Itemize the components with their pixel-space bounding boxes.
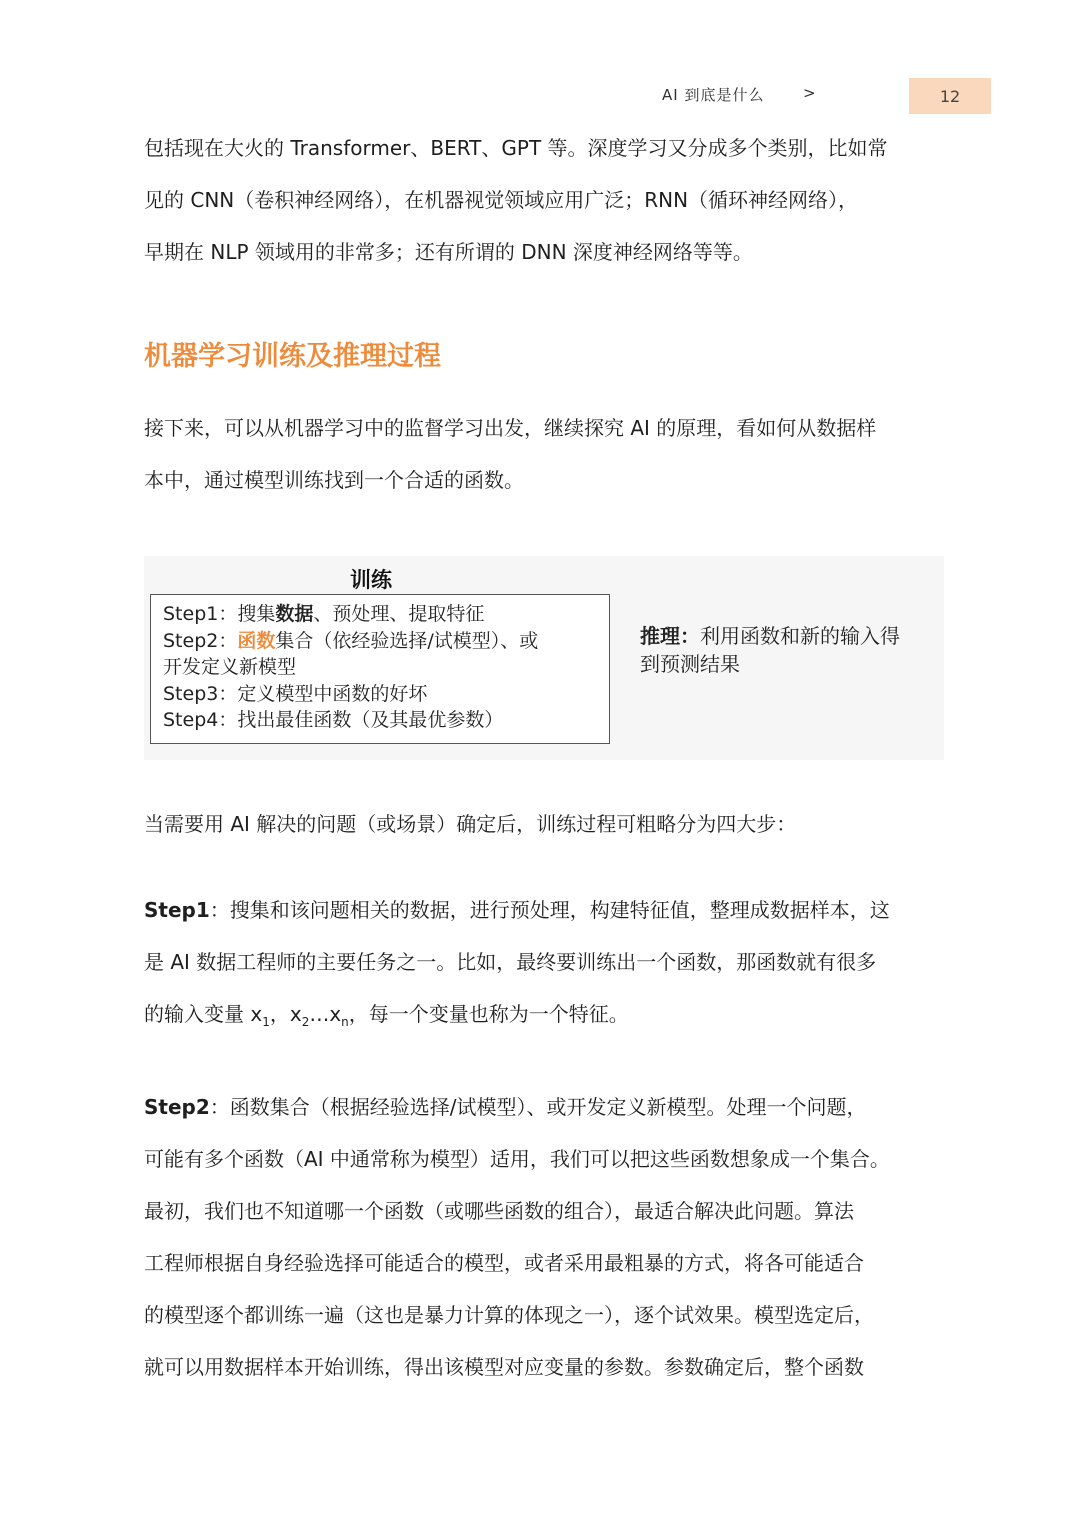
figure-step1-bold: 数据 xyxy=(275,603,314,625)
figure-step1 xyxy=(163,601,597,628)
figure-step2 xyxy=(163,628,597,655)
intro-line-2: 见的 CNN（卷积神经网络），在机器视觉领域应用广泛；RNN（循环神经网络）， xyxy=(144,188,859,212)
subscript-1: 1 xyxy=(262,1015,270,1029)
intro-paragraph xyxy=(144,122,944,278)
page-number-badge: 12 xyxy=(909,78,991,114)
header-title: AI 到底是什么 xyxy=(662,86,765,104)
inference-text xyxy=(640,622,940,678)
step2-line-4: 工程师根据自身经验选择可能适合的模型，或者采用最粗暴的方式，将各可能适合 xyxy=(144,1251,864,1275)
section-intro-paragraph xyxy=(144,402,944,506)
subscript-2: 2 xyxy=(301,1015,310,1029)
figure-step1-pre: Step1：搜集 xyxy=(163,603,276,625)
figure-step3: Step3：定义模型中函数的好坏 xyxy=(163,682,428,705)
section-intro-line-1: 接下来，可以从机器学习中的监督学习出发，继续探究 AI 的原理，看如何从数据样 xyxy=(144,416,877,440)
figure-step2-pre: Step2： xyxy=(163,629,238,652)
step2-line-5: 的模型逐个都训练一遍（这也是暴力计算的体现之一），逐个试效果。模型选定后， xyxy=(144,1303,874,1327)
step2-line-1 xyxy=(144,1081,944,1133)
figure-step2-highlight: 函数 xyxy=(237,629,276,652)
subscript-n: n xyxy=(341,1015,349,1029)
step2-line-1-text: ：函数集合（根据经验选择/试模型）、或开发定义新模型。处理一个问题， xyxy=(209,1095,867,1119)
intro-line-1: 包括现在大火的 Transformer、BERT、GPT 等。深度学习又分成多个类别，比如常 xyxy=(144,136,888,160)
inference-line-2: 到预测结果 xyxy=(640,652,740,676)
figure-step1-post: 、预处理、提取特征 xyxy=(313,603,485,625)
steps-intro xyxy=(144,798,944,850)
figure-step4: Step4：找出最佳函数（及其最优参数） xyxy=(163,709,504,731)
inference-line-1 xyxy=(640,622,940,650)
section-intro-line-2: 本中，通过模型训练找到一个合适的函数。 xyxy=(144,468,524,492)
step2-line-2: 可能有多个函数（AI 中通常称为模型）适用，我们可以把这些函数想象成一个集合。 xyxy=(144,1147,890,1171)
inference-text-1: 利用函数和新的输入得 xyxy=(700,624,900,648)
step2-label: Step2 xyxy=(144,1095,210,1119)
step1-line-1-text: ：搜集和该问题相关的数据，进行预处理，构建特征值，整理成数据样本，这 xyxy=(209,898,890,922)
step2-paragraph xyxy=(144,1081,944,1393)
page-header xyxy=(0,78,1080,114)
training-inference-figure xyxy=(144,556,944,760)
training-steps-box xyxy=(150,594,610,744)
step1-line-3-mid1: ，x xyxy=(269,1002,302,1026)
step1-paragraph xyxy=(144,884,944,1048)
section-title: 机器学习训练及推理过程 xyxy=(144,341,441,372)
figure-step2-post: 集合（依经验选择/试模型）、或 xyxy=(275,629,539,652)
figure-step2-cont: 开发定义新模型 xyxy=(163,656,297,678)
train-title: 训练 xyxy=(350,568,392,592)
step1-line-3-pre: 的输入变量 x xyxy=(144,1002,263,1026)
intro-line-3: 早期在 NLP 领域用的非常多；还有所谓的 DNN 深度神经网络等等。 xyxy=(144,240,753,264)
step1-line-3-mid2: …x xyxy=(309,1002,342,1026)
inference-label: 推理： xyxy=(640,624,700,648)
step1-line-3 xyxy=(144,988,944,1048)
steps-intro-line: 当需要用 AI 解决的问题（或场景）确定后，训练过程可粗略分为四大步： xyxy=(144,812,797,836)
step2-line-3: 最初，我们也不知道哪一个函数（或哪些函数的组合），最适合解决此问题。算法 xyxy=(144,1199,854,1223)
step1-label: Step1 xyxy=(144,898,210,922)
step1-line-1 xyxy=(144,884,944,936)
header-arrow: > xyxy=(803,84,816,102)
step1-line-3-post: ，每一个变量也称为一个特征。 xyxy=(348,1002,629,1026)
step2-line-6: 就可以用数据样本开始训练，得出该模型对应变量的参数。参数确定后，整个函数 xyxy=(144,1355,864,1379)
step1-line-2: 是 AI 数据工程师的主要任务之一。比如，最终要训练出一个函数，那函数就有很多 xyxy=(144,950,877,974)
